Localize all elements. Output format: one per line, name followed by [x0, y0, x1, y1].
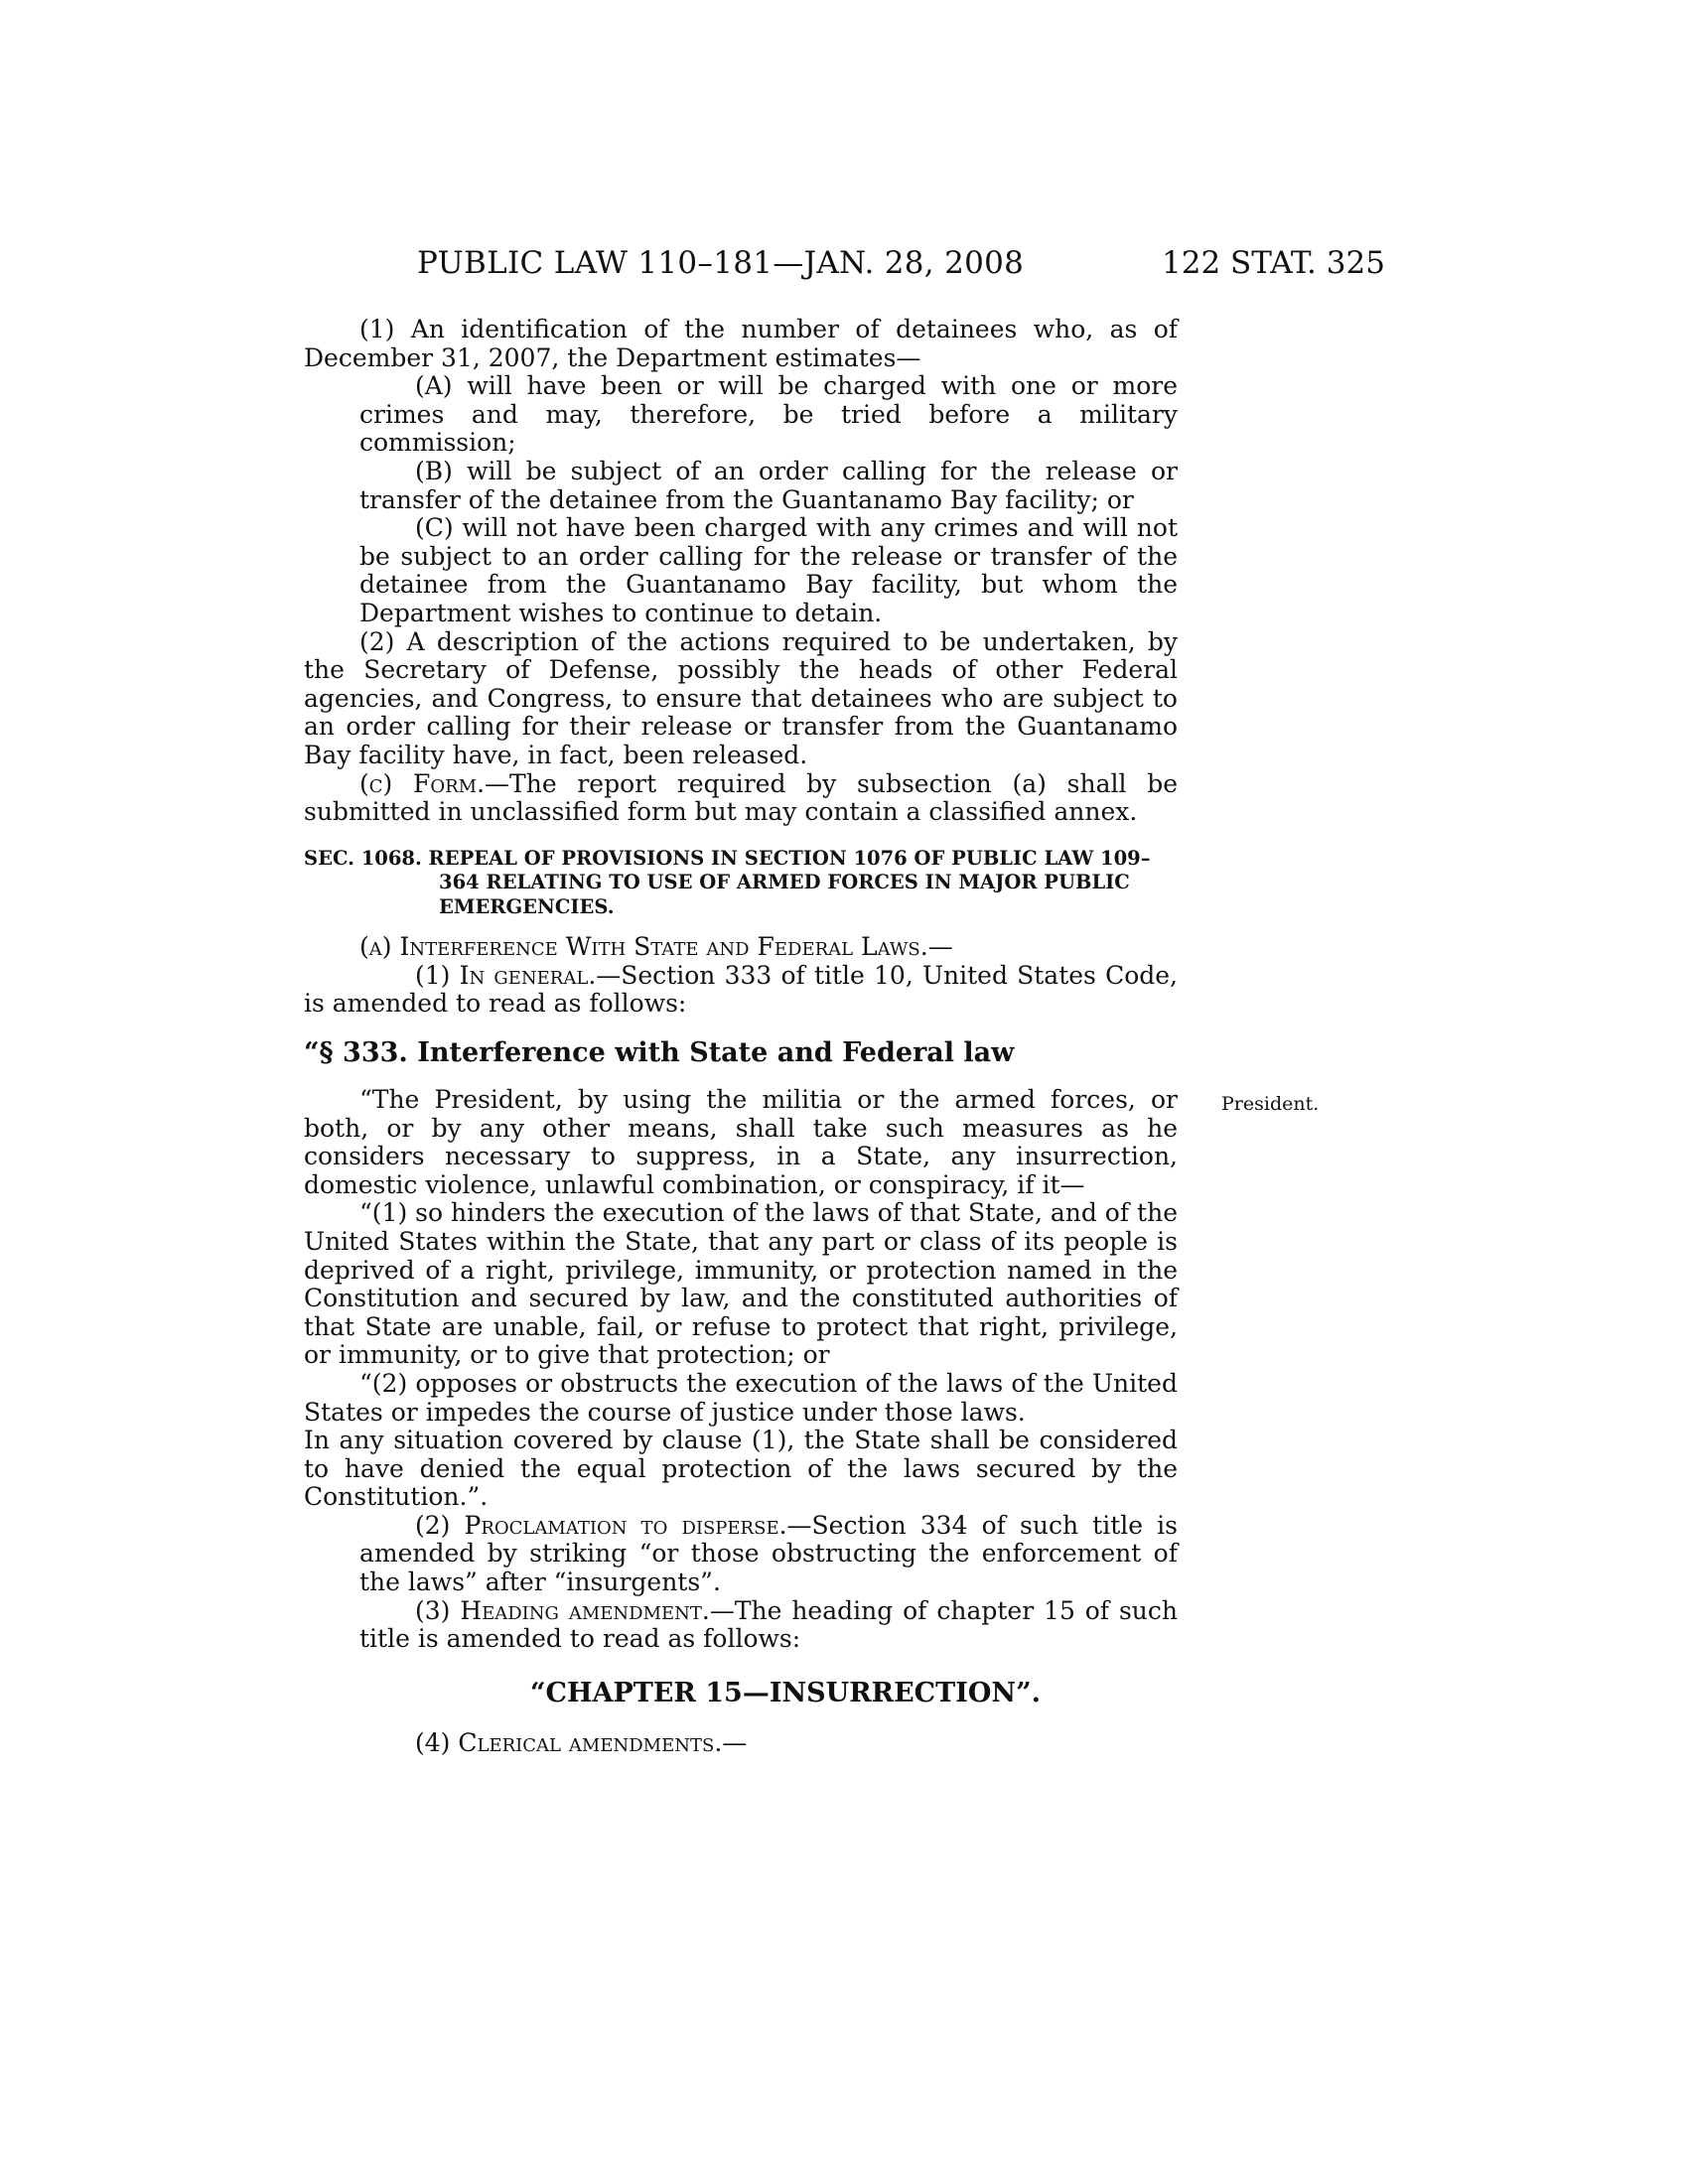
running-header-title: PUBLIC LAW 110–181—JAN. 28, 2008	[417, 245, 1025, 281]
paragraph-a1-text: —Section 333 of title 10, United States Code, is amended to read as follows:	[304, 960, 1178, 1019]
clause-C: (C) will not have been charged with any crimes and will not be subject to an order calling for the release or transfer of the detainee from the Guantanamo Bay facility, but whom the Department wishes to continue to detain.	[359, 513, 1178, 627]
paragraph-a3	[304, 1597, 1178, 1654]
section-333-heading: “§ 333. Interference with State and Federal law	[304, 1036, 1015, 1068]
subsection-a	[304, 933, 1178, 962]
quoted-intro: “The President, by using the militia or the armed forces, or both, or by any other means, shall take such measures as he considers necessary to suppress, in a State, any insurrection, domestic violence, unlawful combination, or conspiracy, if it—	[304, 1084, 1178, 1199]
body-text	[304, 316, 1178, 1758]
chapter-heading: “CHAPTER 15—INSURRECTION”.	[529, 1677, 1041, 1708]
paragraph-a3-text: —The heading of chapter 15 of such title is amended to read as follows:	[359, 1595, 1178, 1654]
subsection-c-text: —The report required by subsection (a) shall be submitted in unclassified form but may contain a classified annex.	[304, 768, 1178, 827]
clause-A: (A) will have been or will be charged with one or more crimes and may, therefore, be tried before a military commission;	[359, 371, 1178, 458]
paragraph-a2	[304, 1512, 1178, 1597]
paragraph-a3-label: (3) Heading amendment.	[415, 1595, 710, 1625]
subsection-c	[304, 770, 1178, 827]
subsection-c-label: (c) Form.	[359, 768, 486, 798]
statute-page-number: 122 STAT. 325	[1162, 245, 1385, 281]
subsection-a-label: (a) Interference With State and Federal Laws.	[359, 932, 928, 962]
paragraph-a1	[304, 962, 1178, 1019]
subsection-a-text: —	[927, 932, 953, 962]
paragraph-a2-label: (2) Proclamation to disperse.	[415, 1510, 787, 1540]
paragraph-a4-text: —	[722, 1728, 748, 1758]
paragraph-2: (2) A description of the actions required to be undertaken, by the Secretary of Defense, possibly the heads of other Federal agencies, and Congress, to ensure that detainees who are subject to an order calling for their release or transfer from the Guantanamo Bay facility have, in fact, been released.	[304, 626, 1178, 769]
section-heading: SEC. 1068. REPEAL OF PROVISIONS IN SECTION 1076 OF PUBLIC LAW 109–364 RELATING TO USE OF ARMED FORCES IN MAJOR PUBLIC EMERGENCIES.	[304, 846, 1151, 918]
paragraph-a4	[304, 1729, 1178, 1758]
quoted-clause-2: “(2) opposes or obstructs the execution of the laws of the United States or impedes the course of justice under those laws.	[304, 1368, 1178, 1427]
clause-B: (B) will be subject of an order calling for the release or transfer of the detainee from the Guantanamo Bay facility; or	[359, 456, 1178, 514]
paragraph-1: (1) An identification of the number of detainees who, as of December 31, 2007, the Department estimates—	[304, 315, 1178, 372]
paragraph-a1-label: (1) In general.	[415, 960, 597, 990]
paragraph-a2-text: —Section 334 of such title is amended by striking “or those obstructing the enforcement of the laws” after “insurgents”.	[359, 1510, 1178, 1597]
quoted-close: In any situation covered by clause (1), the State shall be considered to have denied the equal protection of the laws secured by the Constitution.”.	[304, 1426, 1178, 1512]
margin-note: President.	[1221, 1093, 1320, 1115]
quoted-clause-1: “(1) so hinders the execution of the laws of that State, and of the United States within the State, that any part or class of its people is deprived of a right, privilege, immunity, or protection named in the Constitution and secured by law, and the constituted authorities of that State are unable, fail, or refuse to protect that right, privilege, or immunity, or to give that protection; or	[304, 1198, 1178, 1370]
paragraph-a4-label: (4) Clerical amendments.	[415, 1728, 723, 1758]
